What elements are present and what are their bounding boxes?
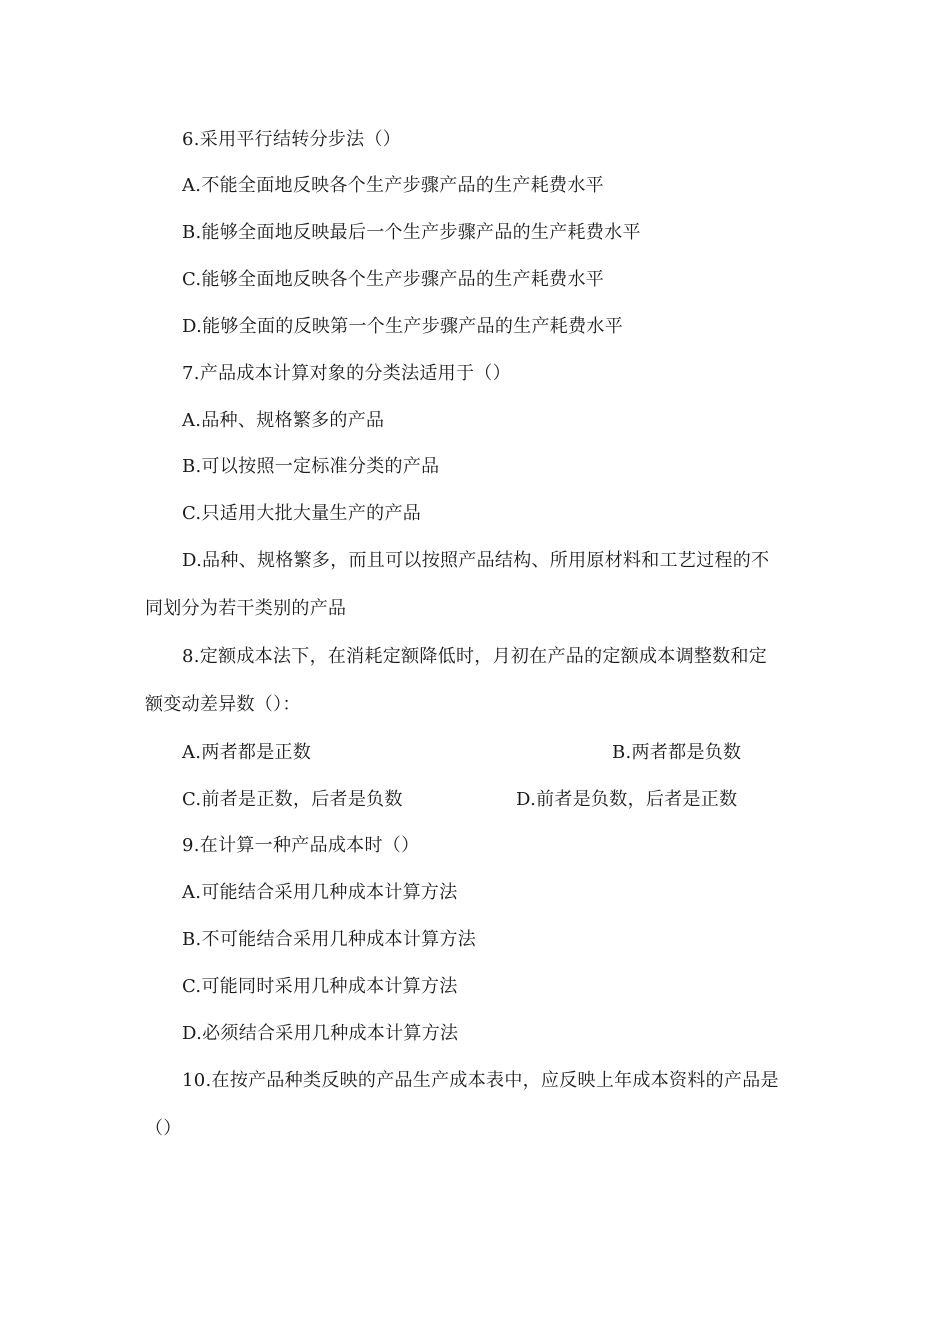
question-9-option-a: A.可能结合采用几种成本计算方法 [182, 882, 458, 903]
question-9-option-d: D.必须结合采用几种成本计算方法 [182, 1023, 459, 1044]
question-8-stem: 8.定额成本法下，在消耗定额降低时，月初在产品的定额成本调整数和定 [182, 646, 768, 667]
question-10-stem-continued: （） [145, 1118, 182, 1139]
question-6-option-c: C.能够全面地反映各个生产步骤产品的生产耗费水平 [182, 269, 605, 290]
question-6-option-d: D.能够全面的反映第一个生产步骤产品的生产耗费水平 [182, 316, 624, 337]
question-6-stem: 6.采用平行结转分步法（） [182, 129, 402, 150]
question-9-option-c: C.可能同时采用几种成本计算方法 [182, 976, 458, 997]
question-7-option-b: B.可以按照一定标准分类的产品 [182, 456, 440, 477]
question-9-option-b: B.不可能结合采用几种成本计算方法 [182, 929, 477, 950]
question-8-option-b: B.两者都是负数 [612, 742, 742, 763]
question-7-option-a: A.品种、规格繁多的产品 [182, 410, 385, 431]
question-8-option-c: C.前者是正数，后者是负数 [182, 789, 403, 810]
question-6-option-b: B.能够全面地反映最后一个生产步骤产品的生产耗费水平 [182, 222, 641, 243]
question-7-option-d: D.品种、规格繁多，而且可以按照产品结构、所用原材料和工艺过程的不 [182, 550, 770, 571]
question-8-option-d: D.前者是负数，后者是正数 [516, 789, 738, 810]
question-7-stem: 7.产品成本计算对象的分类法适用于（） [182, 363, 511, 384]
question-7-option-d-continued: 同划分为若干类别的产品 [145, 598, 347, 619]
question-9-stem: 9.在计算一种产品成本时（） [182, 835, 420, 856]
question-6-option-a: A.不能全面地反映各个生产步骤产品的生产耗费水平 [182, 175, 604, 196]
question-7-option-c: C.只适用大批大量生产的产品 [182, 503, 422, 524]
question-10-stem: 10.在按产品种类反映的产品生产成本表中，应反映上年成本资料的产品是 [182, 1070, 779, 1091]
question-8-option-a: A.两者都是正数 [182, 742, 312, 763]
question-8-stem-continued: 额变动差异数（）： [145, 694, 301, 715]
